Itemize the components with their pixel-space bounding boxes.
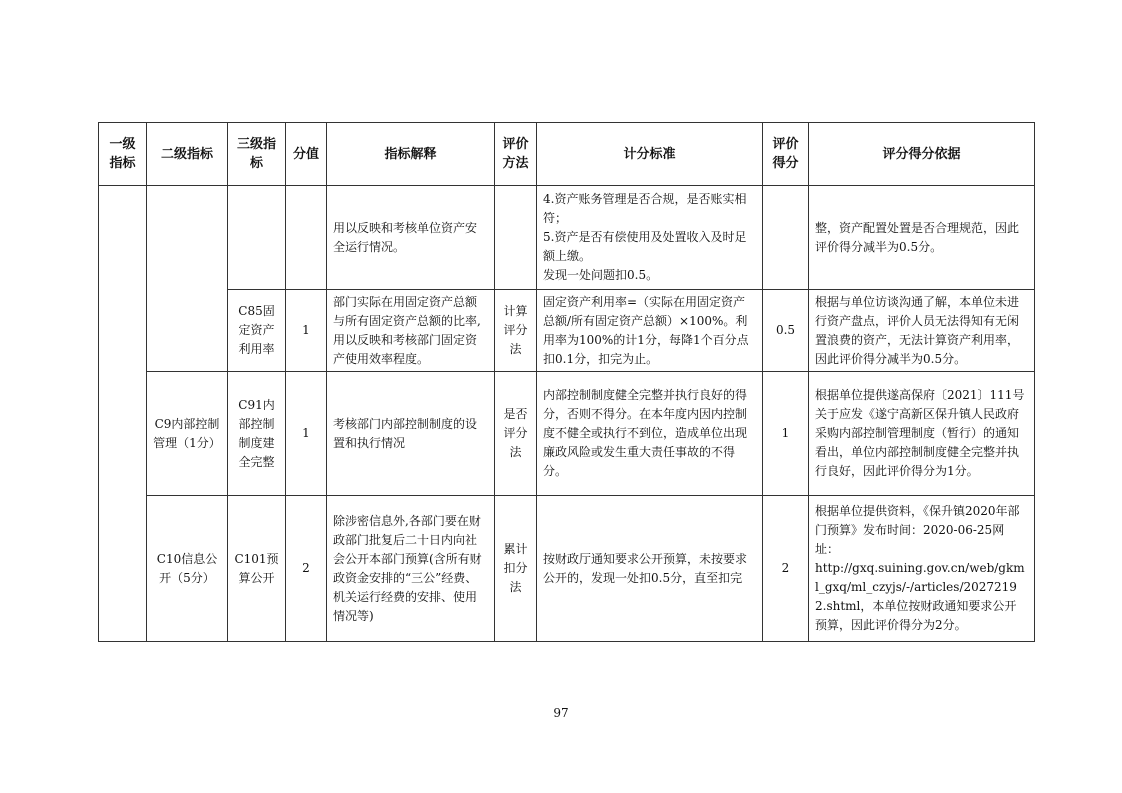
level3-cell: C91内部控制制度建全完整 — [228, 372, 286, 496]
explanation-cell: 除涉密信息外,各部门要在财政部门批复后二十日内向社会公开本部门预算(含所有财政资金安排的“三公”经费、机关运行经费的安排、使用情况等) — [327, 496, 495, 642]
table-row — [99, 186, 1035, 290]
standard-cell: 固定资产利用率=（实际在用固定资产总额/所有固定资产总额）×100%。利用率为100%的计1分，每降1个百分点扣0.1分，扣完为止。 — [537, 290, 763, 372]
col-header-level1: 一级 指标 — [99, 123, 147, 186]
score-value-cell: 1 — [286, 290, 327, 372]
table-row — [99, 372, 1035, 496]
col-header-basis: 评分得分依据 — [809, 123, 1035, 186]
explanation-cell: 考核部门内部控制制度的设置和执行情况 — [327, 372, 495, 496]
basis-cell: 根据与单位访谈沟通了解，本单位未进行资产盘点，评价人员无法得知有无闲置浪费的资产，无法计算资产利用率，因此评价得分减半为0.5分。 — [809, 290, 1035, 372]
explanation-cell: 部门实际在用固定资产总额与所有固定资产总额的比率,用以反映和考核部门固定资产使用效率程度。 — [327, 290, 495, 372]
standard-cell: 4.资产账务管理是否合规，是否账实相符； 5.资产是否有偿使用及处置收入及时足额上缴。 发现一处问题扣0.5。 — [537, 186, 763, 290]
level1-cell — [99, 186, 147, 642]
score-value-cell — [286, 186, 327, 290]
basis-cell: 根据单位提供遂高保府〔2021〕111号关于应发《遂宁高新区保升镇人民政府采购内部控制管理制度（暂行）的通知看出，单位内部控制制度健全完整并执行良好，因此评价得分为1分。 — [809, 372, 1035, 496]
level2-cell: C9内部控制管理（1分） — [147, 372, 228, 496]
method-cell — [495, 186, 537, 290]
col-header-level3: 三级指 标 — [228, 123, 286, 186]
col-header-explanation: 指标解释 — [327, 123, 495, 186]
score-cell: 2 — [763, 496, 809, 642]
level3-cell — [228, 186, 286, 290]
page-number: 97 — [553, 706, 569, 720]
basis-cell: 根据单位提供资料，《保升镇2020年部门预算》发布时间：2020-06-25网址： http://gxq.suining.gov.cn/web/gkml_gxq/ml_czyjs/-/articles/20272192.shtml，本单位按财政通知要求公开预算，因此评价得分为2分。 — [809, 496, 1035, 642]
score-cell — [763, 186, 809, 290]
score-cell: 1 — [763, 372, 809, 496]
standard-cell: 按财政厅通知要求公开预算，未按要求公开的，发现一处扣0.5分，直至扣完 — [537, 496, 763, 642]
col-header-level2: 二级指标 — [147, 123, 228, 186]
col-header-score-value: 分值 — [286, 123, 327, 186]
explanation-cell: 用以反映和考核单位资产安全运行情况。 — [327, 186, 495, 290]
level2-cell: C10信息公开（5分） — [147, 496, 228, 642]
level2-cell — [147, 186, 228, 372]
score-cell: 0.5 — [763, 290, 809, 372]
evaluation-table — [98, 122, 1035, 642]
basis-cell: 整，资产配置处置是否合理规范，因此评价得分减半为0.5分。 — [809, 186, 1035, 290]
header-row — [99, 123, 1035, 186]
col-header-method: 评价 方法 — [495, 123, 537, 186]
score-value-cell: 2 — [286, 496, 327, 642]
level3-cell: C101预算公开 — [228, 496, 286, 642]
table-row — [99, 290, 1035, 372]
col-header-score: 评价 得分 — [763, 123, 809, 186]
method-cell: 计算评分法 — [495, 290, 537, 372]
standard-cell: 内部控制制度健全完整并执行良好的得分，否则不得分。在本年度内因内控制度不健全或执行不到位，造成单位出现廉政风险或发生重大责任事故的不得分。 — [537, 372, 763, 496]
level3-cell: C85固定资产利用率 — [228, 290, 286, 372]
method-cell: 是否评分法 — [495, 372, 537, 496]
score-value-cell: 1 — [286, 372, 327, 496]
table-row — [99, 496, 1035, 642]
method-cell: 累计扣分法 — [495, 496, 537, 642]
col-header-standard: 计分标准 — [537, 123, 763, 186]
